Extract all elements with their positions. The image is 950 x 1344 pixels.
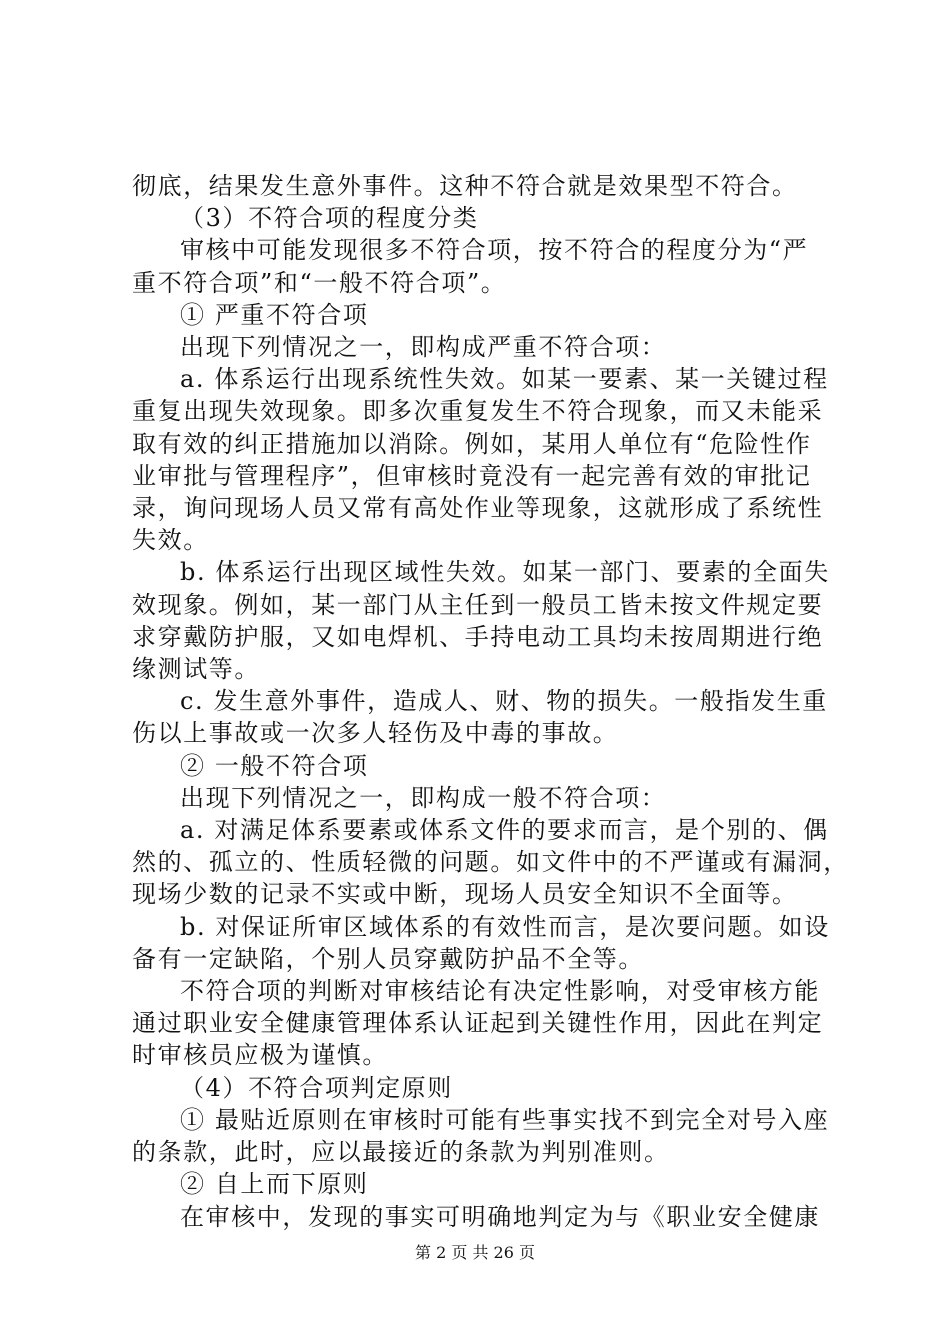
text-line: 取有效的纠正措施加以消除。例如，某用人单位有“危险性作 [132, 429, 812, 458]
document-body [132, 170, 849, 1233]
text-line: 审核中可能发现很多不符合项，按不符合的程度分为“严 [180, 236, 809, 265]
text-line: 录，询问现场人员又常有高处作业等现象，这就形成了系统性 [132, 494, 824, 523]
text-line: 现场少数的记录不实或中断，现场人员安全知识不全面等。 [132, 880, 798, 909]
text-line: ② 一般不符合项 [180, 751, 369, 780]
text-line: （3）不符合项的程度分类 [180, 204, 479, 233]
text-line: ② 自上而下原则 [180, 1170, 369, 1199]
text-line: 出现下列情况之一，即构成严重不符合项： [180, 333, 667, 362]
text-line: 备有一定缺陷，个别人员穿戴防护品不全等。 [132, 944, 644, 973]
text-line: 求穿戴防护服，又如电焊机、手持电动工具均未按周期进行绝 [132, 622, 824, 651]
text-line: 重不符合项”和“一般不符合项”。 [132, 268, 507, 297]
text-line: 通过职业安全健康管理体系认证起到关键性作用，因此在判定 [132, 1009, 824, 1038]
text-line: a. 体系运行出现系统性失效。如某一要素、某一关键过程 [180, 365, 829, 394]
text-line: 重复出现失效现象。即多次重复发生不符合现象，而又未能采 [132, 397, 824, 426]
text-line: 时审核员应极为谨慎。 [132, 1041, 388, 1070]
text-line: 业审批与管理程序”，但审核时竟没有一起完善有效的审批记 [132, 461, 812, 490]
text-line: 不符合项的判断对审核结论有决定性影响，对受审核方能 [180, 977, 820, 1006]
text-line: b. 对保证所审区域体系的有效性而言，是次要问题。如设 [180, 912, 830, 941]
text-line: 失效。 [132, 526, 209, 555]
text-line: 在审核中，发现的事实可明确地判定为与《职业安全健康 [180, 1202, 820, 1231]
text-line: 然的、孤立的、性质轻微的问题。如文件中的不严谨或有漏洞， [132, 848, 849, 877]
text-line: ① 最贴近原则在审核时可能有些事实找不到完全对号入座 [180, 1105, 830, 1134]
text-line: 伤以上事故或一次多人轻伤及中毒的事故。 [132, 719, 619, 748]
text-line: 出现下列情况之一，即构成一般不符合项： [180, 783, 667, 812]
text-line: a. 对满足体系要素或体系文件的要求而言，是个别的、偶 [180, 816, 829, 845]
text-line: 缘测试等。 [132, 655, 260, 684]
text-line: c. 发生意外事件，造成人、财、物的损失。一般指发生重 [180, 687, 828, 716]
text-line: （4）不符合项判定原则 [180, 1073, 453, 1102]
text-line: b. 体系运行出现区域性失效。如某一部门、要素的全面失 [180, 558, 830, 587]
text-line: 彻底，结果发生意外事件。这种不符合就是效果型不符合。 [132, 172, 798, 200]
text-line: 效现象。例如，某一部门从主任到一般员工皆未按文件规定要 [132, 590, 824, 619]
page-footer: 第 2 页 共 26 页 [415, 1243, 535, 1262]
text-line: 的条款，此时，应以最接近的条款为判别准则。 [132, 1138, 670, 1167]
text-line: ① 严重不符合项 [180, 300, 369, 329]
